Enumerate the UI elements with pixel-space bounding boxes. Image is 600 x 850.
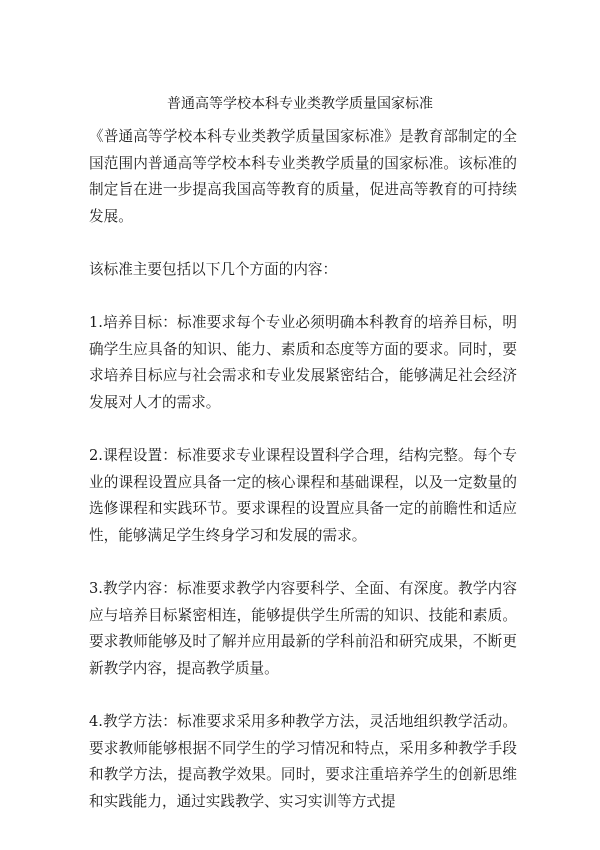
document-body: [89, 124, 517, 842]
paragraph-training-goals: 1.培养目标：标准要求每个专业必须明确本科教育的培养目标，明确学生应具备的知识、能力、素质和态度等方面的要求。同时，要求培养目标应与社会需求和专业发展紧密结合，能够满足社会经济发展对人才的需求。: [89, 314, 517, 411]
paragraph-teaching-content: 3.教学内容：标准要求教学内容要科学、全面、有深度。教学内容应与培养目标紧密相连，能够提供学生所需的知识、技能和素质。要求教师能够及时了解并应用最新的学科前沿和研究成果，不断更新教学内容，提高教学质量。: [89, 580, 517, 677]
paragraph-intro: 《普通高等学校本科专业类教学质量国家标准》是教育部制定的全国范围内普通高等学校本科专业类教学质量的国家标准。该标准的制定旨在进一步提高我国高等教育的质量，促进高等教育的可持续发展。: [89, 128, 517, 225]
paragraph-teaching-methods: 4.教学方法：标准要求采用多种教学方法，灵活地组织教学活动。要求教师能够根据不同学生的学习情况和特点，采用多种教学手段和教学方法，提高教学效果。同时，要求注重培养学生的创新思维和实践能力，通过实践教学、实习实训等方式提: [89, 713, 517, 810]
paragraph-overview: 该标准主要包括以下几个方面的内容：: [89, 260, 338, 278]
paragraph-curriculum: 2.课程设置：标准要求专业课程设置科学合理，结构完整。每个专业的课程设置应具备一定的核心课程和基础课程，以及一定数量的选修课程和实践环节。要求课程的设置应具备一定的前瞻性和适应性，能够满足学生终身学习和发展的需求。: [89, 447, 517, 544]
document-title: 普通高等学校本科专业类教学质量国家标准: [167, 96, 433, 112]
